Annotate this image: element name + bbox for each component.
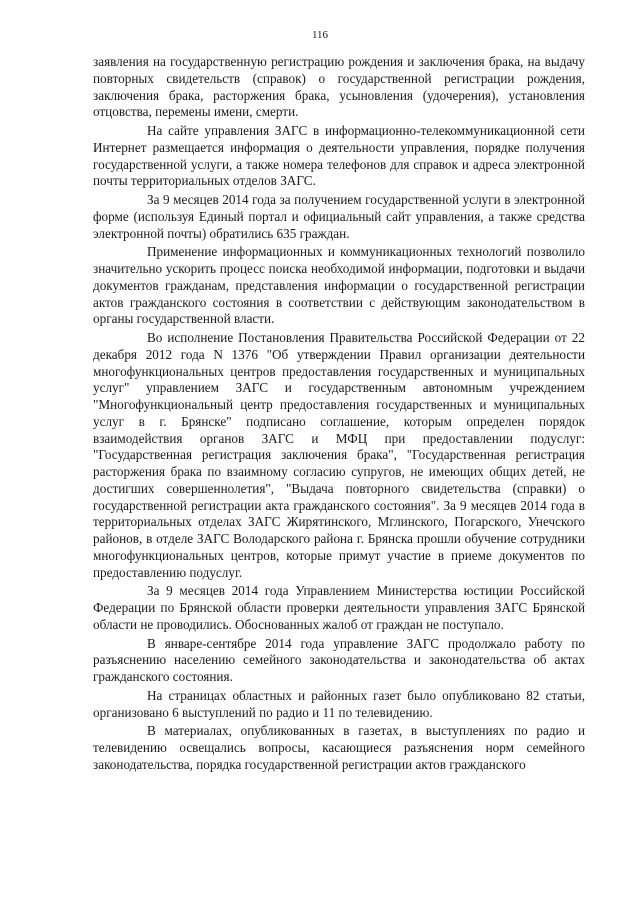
- paragraph-ict-usage: Применение информационных и коммуникационных технологий позволило значительно ускорить процесс поиска необходимой информации, подготовки и выдачи документов гражданам, представления информации о государственной регистрации актов гражданского состояния в соответствии с действующим законодательством в органы государственной власти.: [93, 244, 585, 327]
- document-body: [93, 54, 585, 774]
- paragraph-registration-applications: заявления на государственную регистрацию рождения и заключения брака, на выдачу повторных свидетельств (справок) о государственной регистрации рождения, заключения брака, расторжения брака, усыновления (удочерения), установления отцовства, перемены имени, смерти.: [93, 54, 585, 120]
- paragraph-media-topics: В материалах, опубликованных в газетах, в выступлениях по радио и телевидению освещались вопросы, касающиеся разъяснения норм семейного законодательства, порядка государственной регистрации актов гражданского: [93, 723, 585, 772]
- paragraph-inspections: За 9 месяцев 2014 года Управлением Министерства юстиции Российской Федерации по Брянской области проверки деятельности управления ЗАГС Брянской области не проводились. Обоснованных жалоб от граждан не поступало.: [93, 583, 585, 632]
- paragraph-website-info: На сайте управления ЗАГС в информационно-телекоммуникационной сети Интернет размещается информация о деятельности управления, порядке получения государственной услуги, а также номера телефонов для справок и адреса электронной почты территориальных отделов ЗАГС.: [93, 123, 585, 189]
- paragraph-electronic-requests: За 9 месяцев 2014 года за получением государственной услуги в электронной форме (используя Единый портал и официальный сайт управления, а также средства электронной почты) обратились 635 граждан.: [93, 192, 585, 241]
- paragraph-mfc-agreement: Во исполнение Постановления Правительства Российской Федерации от 22 декабря 2012 года N 1376 "Об утверждении Правил организации деятельности многофункциональных центров предоставления государственных и муниципальных услуг" управлением ЗАГС и государственным автономным учреждением "Многофункциональный центр предоставления государственных и муниципальных услуг в г. Брянске" подписано соглашение, которым определен порядок взаимодействия органов ЗАГС и МФЦ при предоставлении подуслуг: "Государственная регистрация заключения брака", "Государственная регистрация расторжения брака по взаимному согласию супругов, не имеющих общих детей, не достигших совершеннолетия", "Выдача повторного свидетельства (справки) о государственной регистрации акта гражданского состояния". За 9 месяцев 2014 года в территориальных отделах ЗАГС Жирятинского, Мглинского, Погарского, Унечского районов, в отделе ЗАГС Володарского района г. Брянска прошли обучение сотрудники многофункциональных центров, которые примут участие в приеме документов по предоставлению подуслуг.: [93, 330, 585, 580]
- page-number: 116: [311, 29, 329, 41]
- paragraph-explanatory-work: В январе-сентябре 2014 года управление ЗАГС продолжало работу по разъяснению населению семейного законодательства и законодательства об актах гражданского состояния.: [93, 635, 585, 684]
- paragraph-media-publications: На страницах областных и районных газет было опубликовано 82 статьи, организовано 6 выступлений по радио и 11 по телевидению.: [93, 687, 585, 720]
